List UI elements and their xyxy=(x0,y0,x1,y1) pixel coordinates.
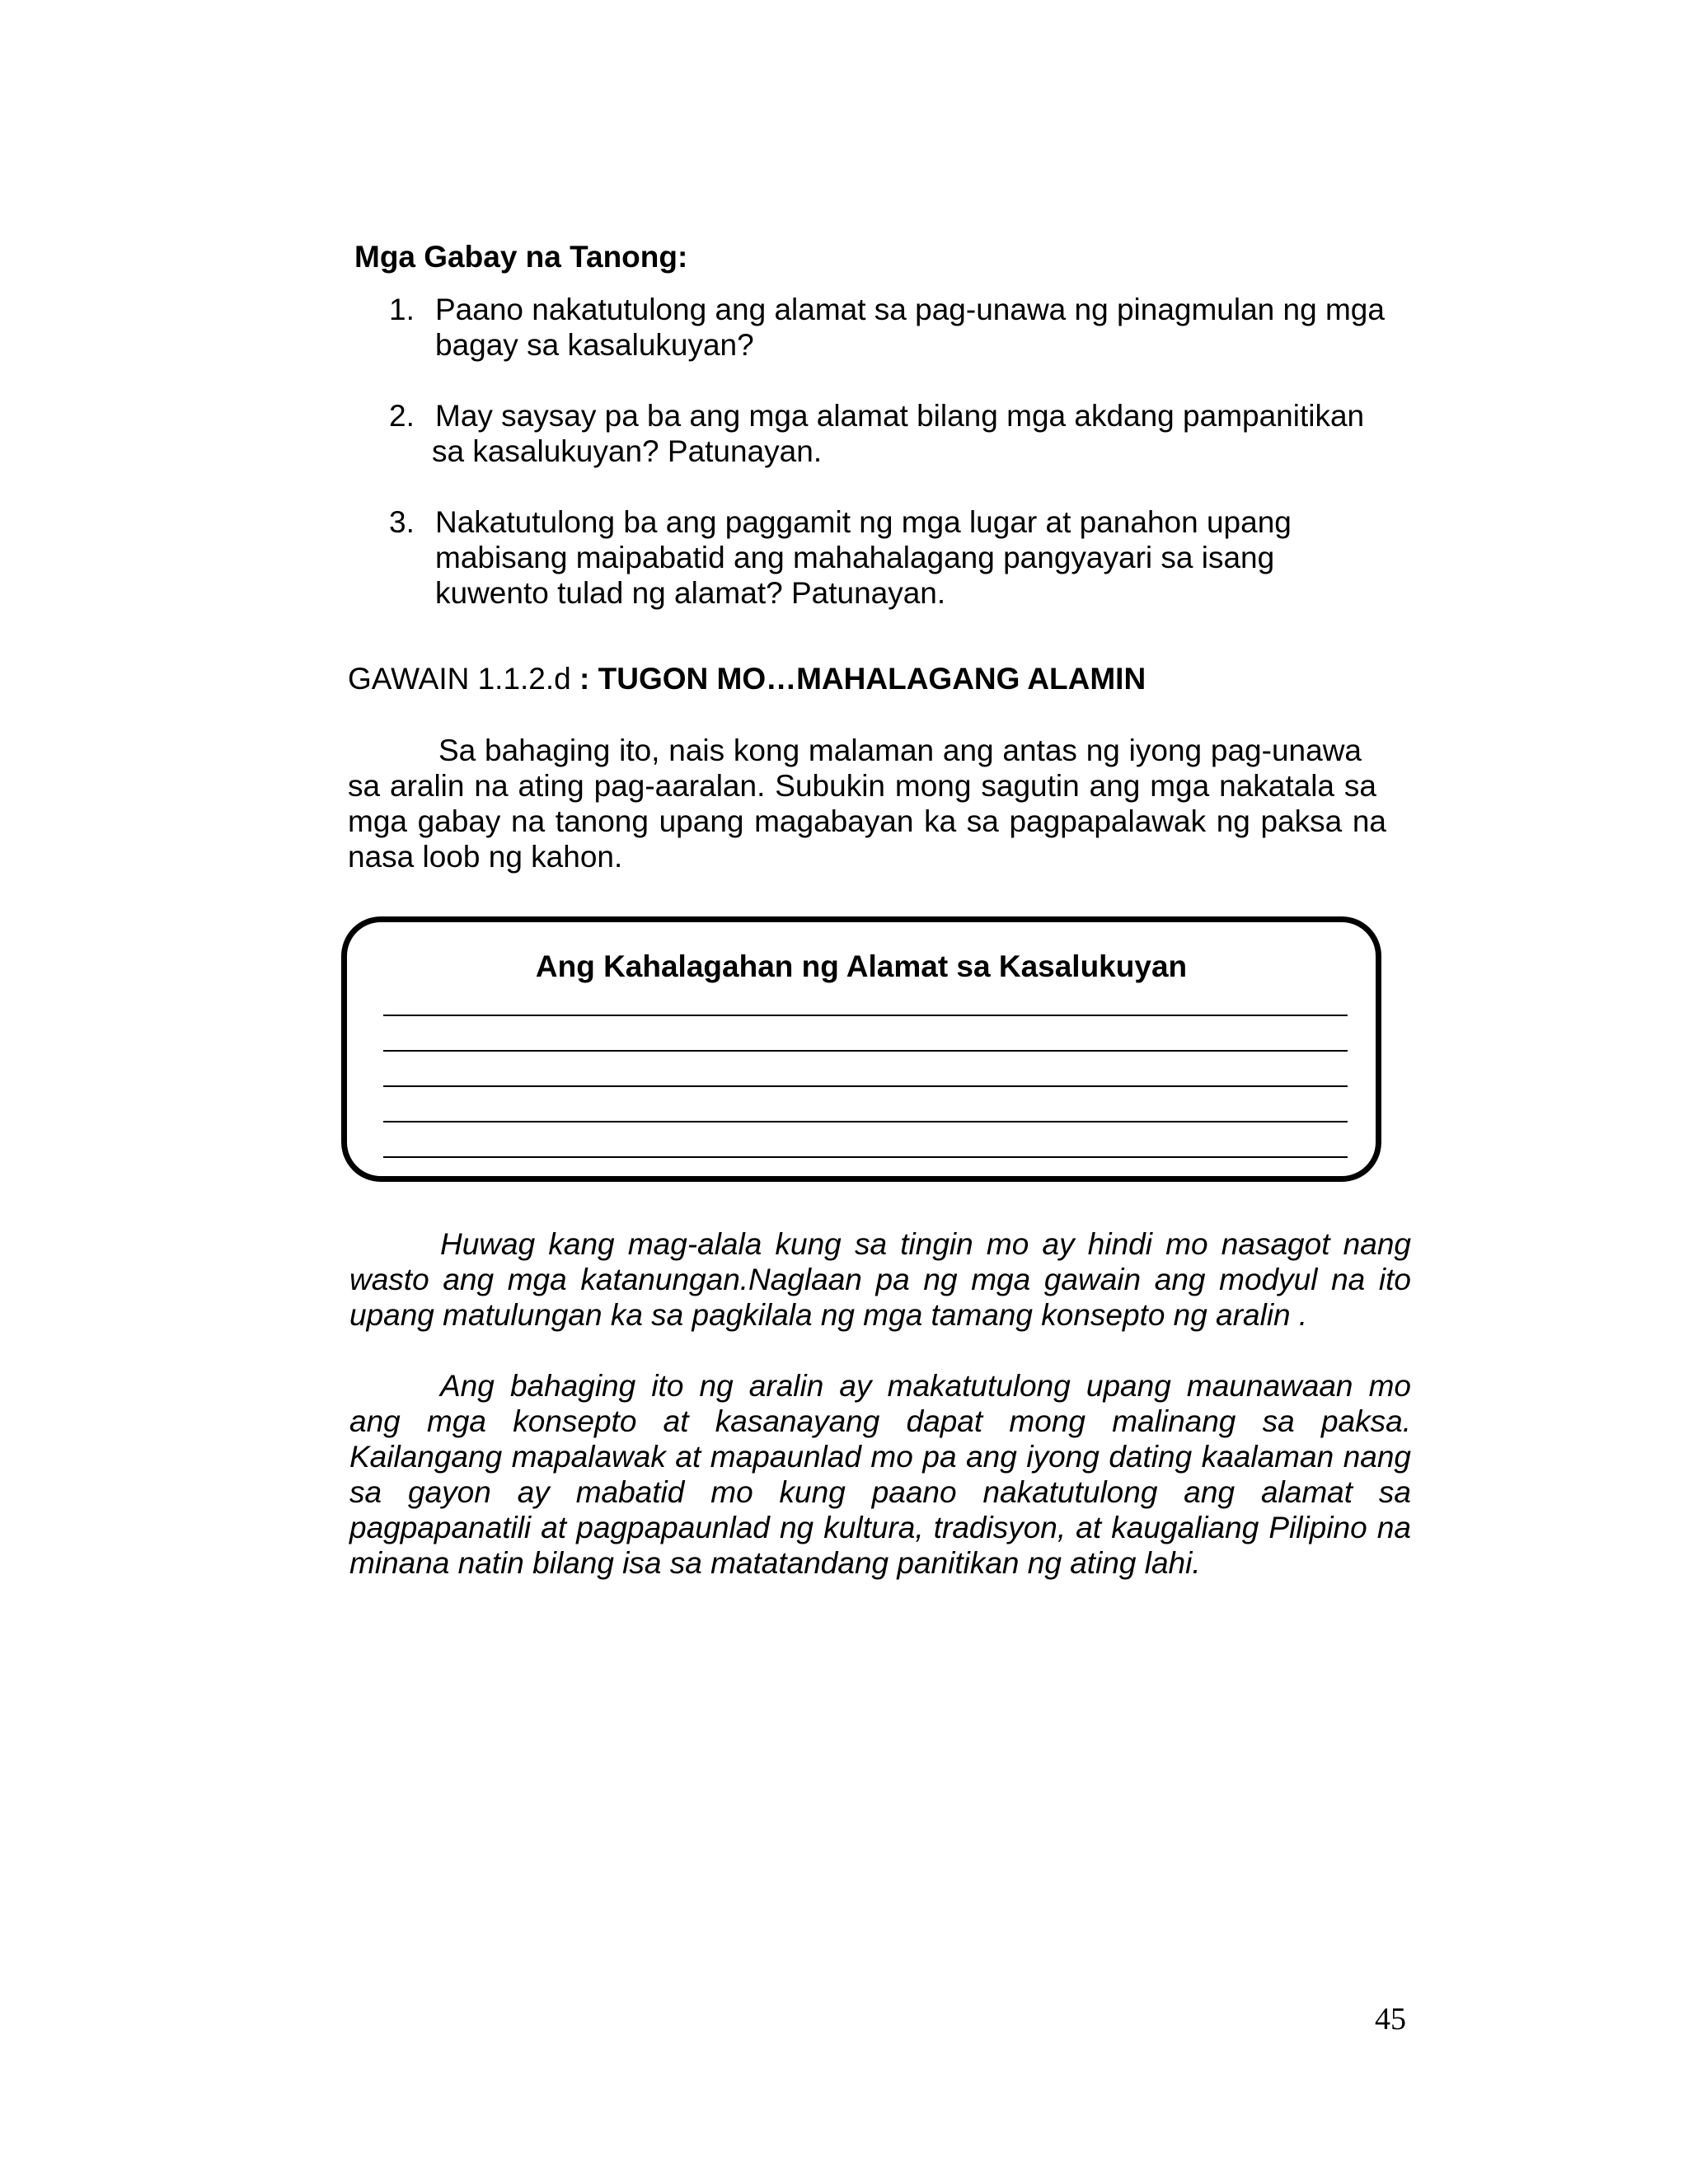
question-line: Nakatutulong ba ang paggamit ng mga lugar at panahon upang xyxy=(435,505,1292,539)
question-line: bagay sa kasalukuyan? xyxy=(435,328,754,362)
activity-title: : TUGON MO…MAHALAGANG ALAMIN xyxy=(570,662,1146,696)
question-number: 2. xyxy=(389,399,415,433)
note-line: Huwag kang mag-alala kung sa tingin mo ay hindi mo nasagot nang xyxy=(440,1227,1411,1261)
answer-line[interactable] xyxy=(383,1156,1348,1158)
activity-code: GAWAIN 1.1.2.d xyxy=(348,662,571,696)
question-number: 3. xyxy=(389,505,415,539)
intro-line: sa aralin na ating pag-aaralan. Subukin mong sagutin ang mga nakatala sa xyxy=(348,769,1376,803)
question-line: sa kasalukuyan? Patunayan. xyxy=(432,434,823,468)
note-line: minana natin bilang isa sa matatandang panitikan ng ating lahi. xyxy=(349,1546,1201,1580)
answer-line[interactable] xyxy=(383,1085,1348,1087)
note-line: ang mga konsepto at kasanayang dapat mong malinang sa paksa. xyxy=(349,1404,1411,1438)
note-line: Ang bahaging ito ng aralin ay makatutulong upang maunawaan mo xyxy=(440,1369,1411,1403)
note-line: pagpapanatili at pagpapaunlad ng kultura, tradisyon, at kaugaliang Pilipino na xyxy=(349,1511,1411,1544)
intro-line: mga gabay na tanong upang magabayan ka sa pagpapalawak ng paksa na xyxy=(348,804,1386,838)
answer-line[interactable] xyxy=(383,1050,1348,1052)
note-line: sa gayon ay mabatid mo kung paano nakatutulong ang alamat sa xyxy=(349,1475,1411,1509)
answer-line[interactable] xyxy=(383,1015,1348,1016)
note-line: upang matulungan ka sa pagkilala ng mga tamang konsepto ng aralin . xyxy=(349,1298,1308,1332)
answer-box-title: Ang Kahalagahan ng Alamat sa Kasalukuyan xyxy=(535,949,1188,983)
page-number: 45 xyxy=(1375,2002,1406,2036)
question-line: May saysay pa ba ang mga alamat bilang mga akdang pampanitikan xyxy=(435,399,1365,433)
question-line: mabisang maipabatid ang mahahalagang pangyayari sa isang xyxy=(435,541,1275,574)
activity-heading xyxy=(348,661,1146,696)
note-line: wasto ang mga katanungan.Naglaan pa ng mga gawain ang modyul na ito xyxy=(349,1263,1411,1296)
question-number: 1. xyxy=(389,293,415,326)
answer-line[interactable] xyxy=(383,1121,1348,1122)
note-line: Kailangang mapalawak at mapaunlad mo pa ang iyong dating kaalaman nang xyxy=(349,1440,1411,1474)
answer-box xyxy=(341,916,1381,1182)
guide-heading: Mga Gabay na Tanong: xyxy=(354,240,688,274)
question-line: Paano nakatutulong ang alamat sa pag-unawa ng pinagmulan ng mga xyxy=(435,293,1385,326)
intro-line: nasa loob ng kahon. xyxy=(348,840,623,874)
intro-line: Sa bahaging ito, nais kong malaman ang antas ng iyong pag-unawa xyxy=(438,733,1362,767)
question-line: kuwento tulad ng alamat? Patunayan. xyxy=(435,576,946,610)
